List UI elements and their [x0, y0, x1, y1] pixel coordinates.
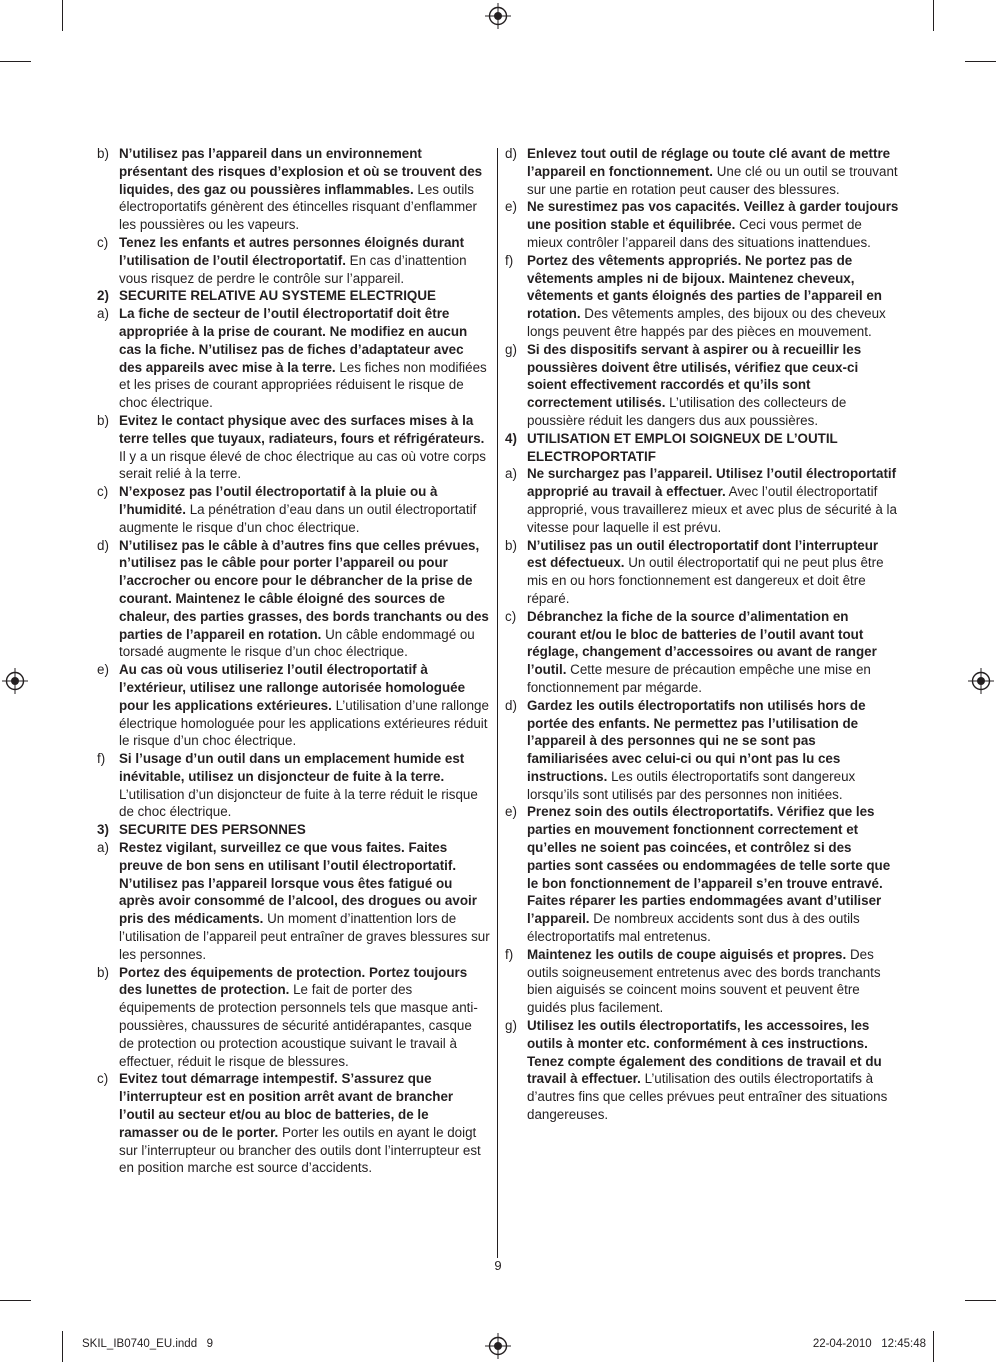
- item-marker: g): [505, 341, 517, 357]
- list-item: [97, 1070, 490, 1177]
- item-marker: e): [505, 804, 517, 820]
- item-text: [119, 661, 490, 750]
- item-text: [527, 697, 899, 804]
- item-text: [119, 483, 490, 536]
- list-item: [97, 483, 490, 536]
- item-normal-text: Il y a un risque élevé de choc électrique au cas où votre corps serait relié à la terre.: [119, 448, 486, 482]
- item-bold-text: N’utilisez pas l’appareil dans un environnement présentant des risques d’explosion et où se trouvent des liquides, des gaz ou poussières inflammables.: [119, 146, 483, 197]
- item-text: [119, 964, 490, 1071]
- item-bold-text: UTILISATION ET EMPLOI SOIGNEUX DE L’OUTIL ELECTROPORTATIF: [527, 430, 838, 464]
- item-text: [527, 1017, 899, 1124]
- item-text: [119, 145, 490, 234]
- item-normal-text: Avec l’outil électroportatif approprié, vous travaillerez mieux et avec plus de sécurité à la vitesse pour laquelle il est prévu.: [527, 484, 897, 535]
- item-marker: a): [97, 840, 109, 856]
- section-heading: [505, 430, 899, 466]
- item-marker: b): [97, 146, 109, 161]
- list-item: [97, 661, 490, 750]
- list-item: [505, 946, 899, 1017]
- item-marker: c): [97, 1071, 109, 1087]
- item-normal-text: L’utilisation d’une rallonge électrique homologuée pour les applications extérieures réduit le risque d’un choc électrique.: [119, 697, 489, 749]
- list-item: [505, 198, 899, 251]
- item-bold-text: Utilisez les outils électroportatifs, les accessoires, les outils à monter etc. conformément à ces instructions. Tenez compte également des conditions de travail et du travail à effectuer.: [527, 1018, 882, 1087]
- item-bold-text: La fiche de secteur de l’outil électroportatif doit être appropriée à la prise de courant. Ne modifiez en aucun cas la fiche. N’utilisez pas de fiches d’adaptateur avec des appareils avec mise à la terre.: [119, 306, 468, 375]
- item-bold-text: Au cas où vous utiliseriez l’outil électroportatif à l’extérieur, utilisez une rallonge autorisée homologuée pour les applications extérieures.: [119, 662, 466, 713]
- item-bold-text: N’utilisez pas le câble à d’autres fins que celles prévues, n’utilisez pas le câble pour porter l’appareil ou pour l’accrocher ou encore pour le débrancher de la prise de courant. Maintenez le câble éloigné des sources de chaleur, des parties grasses, des bords tranchants ou des parties de l’appareil en rotation.: [119, 537, 489, 642]
- item-bold-text: Portez des équipements de protection. Portez toujours des lunettes de protection.: [119, 964, 468, 998]
- item-normal-text: Des vêtements amples, des bijoux ou des cheveux longs peuvent être happés par des pièces en mouvement.: [527, 306, 886, 339]
- item-normal-text: Un câble endommagé ou torsadé augmente le risque d’un choc électrique.: [119, 626, 475, 660]
- item-text: [527, 198, 899, 251]
- list-item: [505, 697, 899, 804]
- item-text: [527, 341, 899, 430]
- item-text: [119, 821, 490, 839]
- item-text: [527, 252, 899, 341]
- item-marker: e): [97, 662, 109, 678]
- registration-mark-icon: [2, 668, 28, 694]
- item-bold-text: Prenez soin des outils électroportatifs. Vérifiez que les parties en mouvement fonctionnent correctement et qu’elles ne soient pas coincées, et contrôlez si des parties sont cassées ou endommagées de telle sorte que le bon fonctionnement de l’appareil s’en trouve entravé. Faites réparer les parties endommagées avant d’utiliser l’appareil.: [527, 804, 891, 927]
- item-bold-text: SECURITE DES PERSONNES: [119, 822, 306, 838]
- item-normal-text: De nombreux accidents sont dus à des outils électroportatifs mal entretenus.: [527, 911, 860, 945]
- right-column: [505, 145, 899, 1124]
- crop-mark: [62, 0, 63, 31]
- item-bold-text: N’utilisez pas un outil électroportatif dont l’interrupteur est défectueux.: [527, 537, 879, 571]
- section-heading: [97, 821, 490, 839]
- list-item: [505, 803, 899, 945]
- item-marker: d): [505, 697, 517, 713]
- item-text: [119, 537, 490, 662]
- item-text: [119, 287, 490, 305]
- item-normal-text: Un moment d’inattention lors de l’utilisation de l’appareil peut entraîner de graves blessures sur les personnes.: [119, 911, 490, 962]
- list-item: [97, 537, 490, 662]
- item-bold-text: Ne surestimez pas vos capacités. Veillez à garder toujours une position stable et équilibrée.: [527, 199, 899, 233]
- left-column: [97, 145, 490, 1177]
- item-normal-text: L’utilisation d’un disjoncteur de fuite à la terre réduit le risque de choc électrique.: [119, 786, 478, 820]
- item-text: [527, 465, 899, 536]
- item-bold-text: N’exposez pas l’outil électroportatif à la pluie ou à l’humidité.: [119, 484, 438, 517]
- item-normal-text: Les fiches non modifiées et les prises de courant appropriées réduisent le risque de choc électrique.: [119, 359, 487, 411]
- footer-timestamp: 22-04-2010 12:45:48: [812, 1338, 926, 1350]
- crop-mark: [62, 1331, 63, 1362]
- item-normal-text: La pénétration d’eau dans un outil électroportatif augmente le risque d’un choc électrique.: [119, 501, 477, 535]
- item-bold-text: Evitez tout démarrage intempestif. S’assurez que l’interrupteur est en position arrêt avant de brancher l’outil au secteur et/ou au bloc de batteries, de le ramasser ou de le porter.: [119, 1071, 454, 1140]
- item-normal-text: Une clé ou un outil se trouvant sur une partie en rotation peut causer des blessures.: [527, 163, 898, 197]
- item-text: [527, 145, 899, 198]
- item-normal-text: En cas d’inattention vous risquez de perdre le contrôle sur l’appareil.: [119, 252, 467, 286]
- list-item: [505, 145, 899, 198]
- item-text: [527, 803, 899, 945]
- item-bold-text: Si l’usage d’un outil dans un emplacement humide est inévitable, utilisez un disjoncteur de fuite à la terre.: [119, 751, 465, 784]
- item-normal-text: L’utilisation des collecteurs de poussière réduit les dangers dus aux poussières.: [527, 395, 847, 428]
- list-item: [505, 608, 899, 697]
- item-normal-text: Ceci vous permet de mieux contrôler l’appareil dans des situations inattendues.: [527, 217, 871, 250]
- item-bold-text: Evitez le contact physique avec des surfaces mises à la terre telles que tuyaux, radiateurs, fours et réfrigérateurs.: [119, 412, 485, 446]
- item-marker: a): [97, 306, 109, 322]
- section-heading: [97, 287, 490, 305]
- item-marker: c): [97, 234, 109, 250]
- item-text: [119, 1070, 490, 1177]
- item-marker: e): [505, 199, 517, 215]
- list-item: [97, 145, 490, 234]
- list-item: [97, 412, 490, 483]
- list-item: [505, 341, 899, 430]
- item-text: [119, 839, 490, 964]
- item-marker: b): [505, 537, 517, 553]
- column-divider: [497, 148, 498, 1258]
- item-marker: d): [505, 146, 517, 161]
- item-normal-text: Des outils soigneusement entretenus avec des bords tranchants bien aiguisés se coincent moins souvent et peuvent être guidés plus facilement.: [527, 946, 881, 1016]
- item-bold-text: Débranchez la fiche de la source d’alimentation en courant et/ou le bloc de batteries de l’outil avant tout réglage, changement d’accessoires ou avant de ranger l’outil.: [527, 608, 877, 678]
- item-marker: f): [505, 252, 514, 268]
- item-bold-text: Tenez les enfants et autres personnes éloignés durant l’utilisation de l’outil électroportatif.: [119, 234, 465, 268]
- registration-mark-icon: [485, 3, 511, 29]
- item-marker: f): [505, 946, 514, 962]
- item-marker: g): [505, 1018, 517, 1034]
- item-marker: b): [97, 964, 109, 980]
- list-item: [97, 964, 490, 1071]
- list-item: [505, 1017, 899, 1124]
- page-number: 9: [494, 1258, 502, 1273]
- item-text: [527, 608, 899, 697]
- item-marker: c): [505, 608, 517, 624]
- item-text: [527, 430, 899, 466]
- item-marker: c): [97, 484, 109, 500]
- crop-mark: [965, 1300, 996, 1301]
- item-normal-text: Porter les outils en ayant le doigt sur l’interrupteur ou brancher des outils dont l’interrupteur est en position marche est source d’accidents.: [119, 1124, 481, 1176]
- crop-mark: [933, 1331, 934, 1362]
- item-normal-text: L’utilisation des outils électroportatifs à d’autres fins que celles prévues peut entraîner des situations dangereuses.: [527, 1071, 888, 1123]
- footer-file-name: SKIL_IB0740_EU.indd 9: [82, 1338, 214, 1350]
- item-marker: f): [97, 751, 106, 767]
- crop-mark: [965, 61, 996, 62]
- item-normal-text: Cette mesure de précaution empêche une mise en fonctionnement par mégarde.: [527, 662, 871, 695]
- crop-mark: [0, 1300, 31, 1301]
- item-marker: a): [505, 466, 517, 482]
- item-text: [119, 412, 490, 483]
- list-item: [505, 465, 899, 536]
- item-bold-text: Portez des vêtements appropriés. Ne portez pas de vêtements amples ni de bijoux. Maintenez cheveux, vêtements et gants éloignés des parties de l’appareil en rotation.: [527, 252, 882, 322]
- list-item: [97, 305, 490, 412]
- item-text: [119, 234, 490, 287]
- crop-mark: [0, 61, 31, 62]
- item-normal-text: Un outil électroportatif qui ne peut plus être mis en ou hors fonctionnement est dangereux et doit être réparé.: [527, 555, 884, 606]
- item-bold-text: Ne surchargez pas l’appareil. Utilisez l’outil électroportatif approprié au travail à effectuer.: [527, 466, 897, 500]
- item-bold-text: Si des dispositifs servant à aspirer ou à recueillir les poussières doivent être utilisés, vérifiez que ceux-ci soient effectivement raccordés et qu’ils sont correctement utilisés.: [527, 341, 862, 411]
- crop-mark: [933, 0, 934, 31]
- item-marker: b): [97, 412, 109, 428]
- item-bold-text: SECURITE RELATIVE AU SYSTEME ELECTRIQUE: [119, 288, 436, 304]
- item-bold-text: Maintenez les outils de coupe aiguisés et propres.: [527, 946, 847, 962]
- item-text: [527, 537, 899, 608]
- list-item: [97, 750, 490, 821]
- item-marker: d): [97, 537, 109, 553]
- registration-mark-icon: [485, 1333, 511, 1359]
- item-text: [119, 750, 490, 821]
- item-normal-text: Les outils électroportatifs sont dangereux lorsqu’ils sont utilisés par des personnes non initiées.: [527, 768, 856, 802]
- item-marker: 4): [505, 430, 517, 446]
- list-item: [505, 252, 899, 341]
- item-bold-text: Gardez les outils électroportatifs non utilisés hors de portée des enfants. Ne permettez pas l’utilisation de l’appareil à des personnes qui ne se sont pas familiarisées avec celui-ci ou qui n’ont pas lu ces instructions.: [527, 697, 866, 784]
- item-marker: 2): [97, 288, 109, 304]
- list-item: [97, 234, 490, 287]
- item-marker: 3): [97, 822, 109, 838]
- item-bold-text: Enlevez tout outil de réglage ou toute clé avant de mettre l’appareil en fonctionnement.: [527, 146, 891, 179]
- item-normal-text: Le fait de porter des équipements de protection personnels tels que masque anti-poussières, chaussures de sécurité antidérapantes, casque de protection ou protection acoustique suivant le travail à effectuer, réduit le risque de blessures.: [119, 982, 478, 1069]
- registration-mark-icon: [968, 668, 994, 694]
- item-text: [527, 946, 899, 1017]
- list-item: [97, 839, 490, 964]
- item-text: [119, 305, 490, 412]
- list-item: [505, 537, 899, 608]
- item-normal-text: Les outils électroportatifs génèrent des étincelles risquant d’enflammer les poussières ou les vapeurs.: [119, 181, 478, 233]
- item-bold-text: Restez vigilant, surveillez ce que vous faites. Faites preuve de bon sens en utilisant l’outil électroportatif. N’utilisez pas l’appareil lorsque vous êtes fatigué ou après avoir consommé de l’alcool, des drogues ou avoir pris des médicaments.: [119, 840, 477, 927]
